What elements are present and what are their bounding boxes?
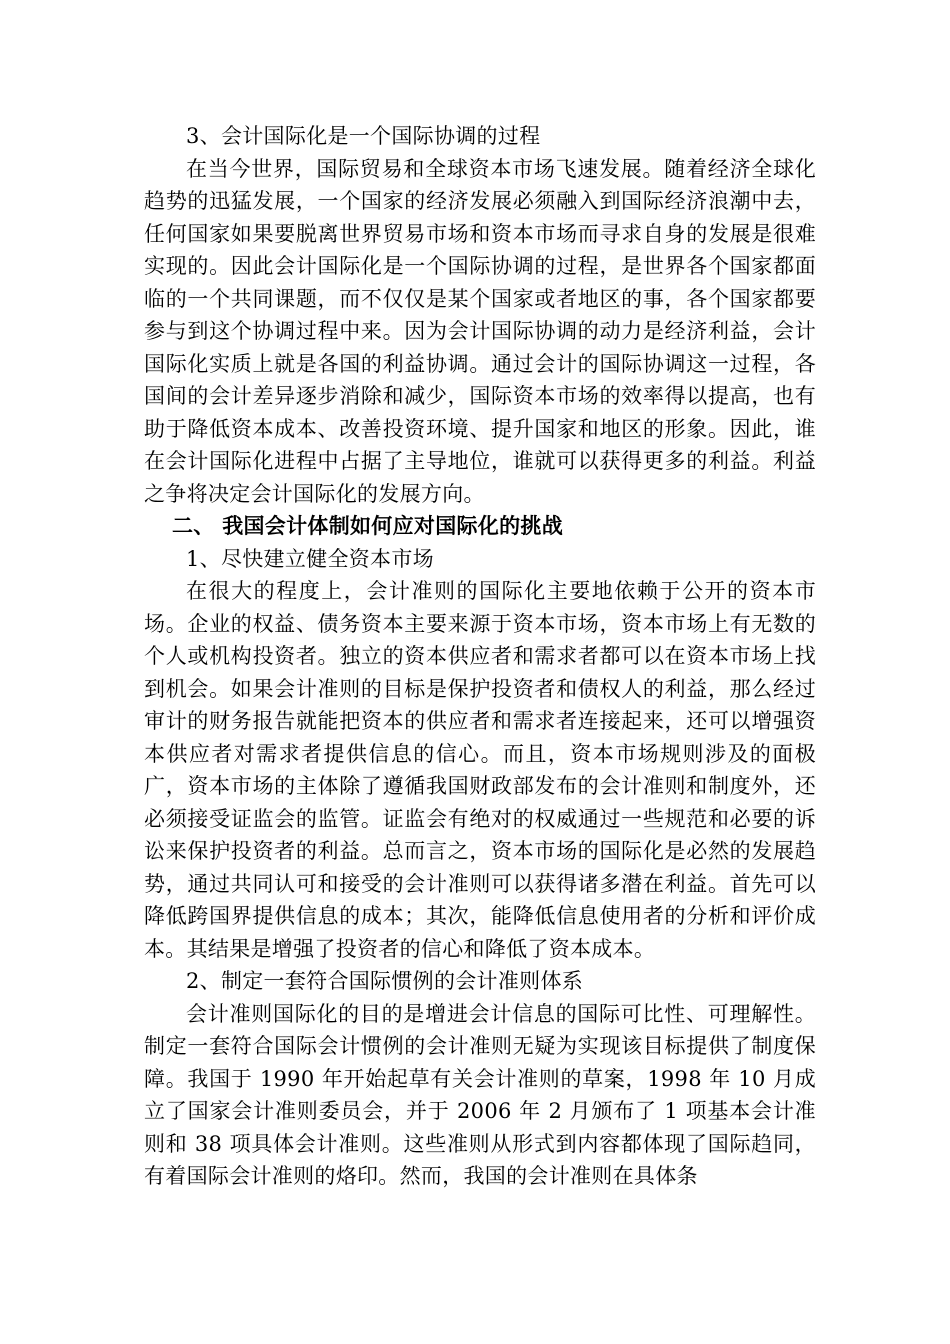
section-3-heading: 3、会计国际化是一个国际协调的过程 (186, 124, 541, 148)
subsection-1-heading: 1、尽快建立健全资本市场 (186, 546, 434, 571)
subsection-2-heading: 2、制定一套符合国际惯例的会计准则体系 (186, 969, 584, 993)
section-3-paragraph: 在当今世界，国际贸易和全球资本市场飞速发展。随着经济全球化趋势的迅猛发展，一个国家的经济发展必须融入到国际经济浪潮中去，任何国家如果要脱离世界贸易市场和资本市场而寻求自身的发展是很难实现的。因此会计国际化是一个国际协调的过程，是世界各个国家都面临的一个共同课题，而不仅仅是某个国家或者地区的事，各个国家都要参与到这个协调过程中来。因为会计国际协调的动力是经济利益，会计国际化实质上就是各国的利益协调。通过会计的国际协调这一过程，各国间的会计差异逐步消除和减少，国际资本市场的效率得以提高，也有助于降低资本成本、改善投资环境、提升国家和地区的形象。因此，谁在会计国际化进程中占据了主导地位，谁就可以获得更多的利益。利益之争将决定会计国际化的发展方向。 (144, 156, 816, 506)
subsection-1-paragraph: 在很大的程度上，会计准则的国际化主要地依赖于公开的资本市场。企业的权益、债务资本主要来源于资本市场，资本市场上有无数的个人或机构投资者。独立的资本供应者和需求者都可以在资本市场上找到机会。如果会计准则的目标是保护投资者和债权人的利益，那么经过审计的财务报告就能把资本的供应者和需求者连接起来，还可以增强资本供应者对需求者提供信息的信心。而且，资本市场规则涉及的面极广，资本市场的主体除了遵循我国财政部发布的会计准则和制度外，还必须接受证监会的监管。证监会有绝对的权威通过一些规范和必要的诉讼来保护投资者的利益。总而言之，资本市场的国际化是必然的发展趋势，通过共同认可和接受的会计准则可以获得诸多潜在利益。首先可以降低跨国界提供信息的成本；其次，能降低信息使用者的分析和评价成本。其结果是增强了投资者的信心和降低了资本成本。 (144, 579, 816, 961)
part-2-heading: 二、 我国会计体制如何应对国际化的挑战 (172, 513, 564, 538)
document-body (144, 120, 816, 1193)
subsection-2-paragraph: 会计准则国际化的目的是增进会计信息的国际可比性、可理解性。制定一套符合国际会计惯例的会计准则无疑为实现该目标提供了制度保障。我国于 1990 年开始起草有关会计准则的草案，1998 年 10 月成立了国家会计准则委员会，并于 2006 年 2 月颁布了 1 项基本会计准则和 38 项具体会计准则。这些准则从形式到内容都体现了国际趋同，有着国际会计准则的烙印。然而，我国的会计准则在具体条 (144, 1001, 816, 1188)
